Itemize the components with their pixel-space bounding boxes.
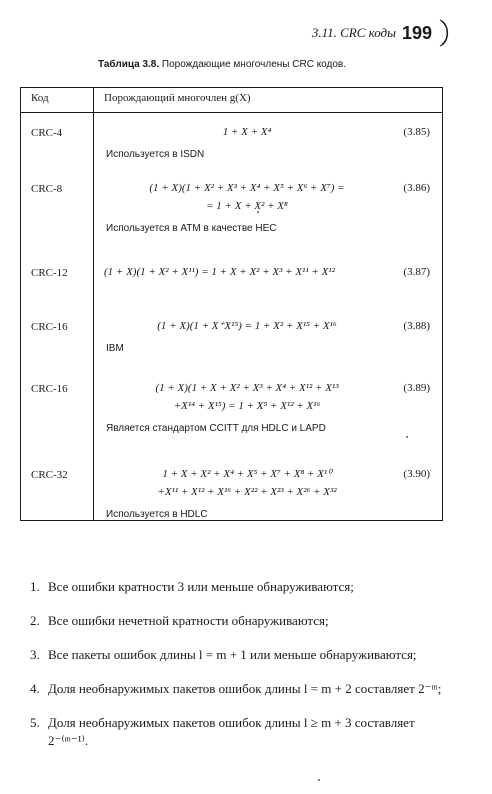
- formula-line: 1 + X + X⁴: [222, 126, 272, 138]
- list-item-number: 5.: [30, 715, 40, 730]
- crc-polynomials-table: [20, 87, 443, 521]
- polynomial-cell: [94, 169, 443, 253]
- code-cell: CRC-16: [21, 307, 94, 369]
- polynomial-cell: [94, 307, 443, 369]
- table-row: [21, 113, 443, 169]
- usage-note: Используется в HDLC: [106, 508, 208, 520]
- list-item-number: 4.: [30, 681, 40, 696]
- formula-line: +X¹¹ + X¹² + X¹⁶ + X²² + X²³ + X²⁶ + X³²: [157, 485, 337, 498]
- formula-line: = 1 + X + X² + X⁸: [206, 199, 288, 212]
- list-item-text: Доля необнаружимых пакетов ошибок длины l = m + 2 составляет 2⁻ᵐ;: [48, 681, 442, 696]
- scan-speck: [257, 211, 259, 213]
- usage-note: Является стандартом CCITT для HDLC и LAPD: [106, 422, 326, 434]
- list-item-text: Доля необнаружимых пакетов ошибок длины l ≥ m + 3 составляет 2⁻⁽ᵐ⁻¹⁾.: [48, 715, 415, 748]
- formula-line: (1 + X)(1 + X + X² + X³ + X⁴ + X¹² + X¹³: [155, 381, 339, 394]
- polynomial-formula: [104, 179, 436, 215]
- usage-note: Используется в ISDN: [106, 149, 205, 160]
- polynomial-formula: [104, 123, 436, 141]
- table-header-row: [21, 88, 443, 113]
- code-cell: CRC-16: [21, 369, 94, 455]
- polynomial-cell: [94, 113, 443, 169]
- list-item: [30, 612, 450, 630]
- table-caption: [98, 59, 346, 70]
- polynomial-formula: [104, 465, 436, 501]
- list-item: [30, 646, 450, 664]
- list-item-text: Все ошибки кратности 3 или меньше обнаруживаются;: [48, 579, 354, 594]
- code-cell: CRC-8: [21, 169, 94, 253]
- table-caption-text: Порождающие многочлены CRC кодов.: [161, 59, 347, 70]
- table-row: [21, 369, 443, 455]
- table-row: [21, 455, 443, 521]
- list-item-number: 2.: [30, 613, 40, 628]
- table-row: [21, 169, 443, 253]
- equation-number: (3.87): [403, 265, 430, 278]
- table-caption-label: Таблица 3.8.: [98, 59, 160, 70]
- polynomial-formula: [104, 317, 436, 335]
- running-head: [312, 18, 452, 48]
- list-item-number: 1.: [30, 579, 40, 594]
- section-title: 3.11. CRC коды: [311, 25, 396, 40]
- scan-speck: [406, 436, 408, 438]
- list-item-text: Все пакеты ошибок длины l = m + 1 или меньше обнаруживаются;: [48, 647, 417, 662]
- properties-list: [30, 578, 450, 766]
- code-cell: CRC-12: [21, 253, 94, 307]
- list-item: [30, 714, 450, 750]
- code-cell: CRC-32: [21, 455, 94, 521]
- polynomial-cell: [94, 253, 443, 307]
- equation-number: (3.89): [403, 381, 430, 394]
- column-header-polynomial: Порождающий многочлен g(X): [94, 88, 443, 113]
- page-number: 199: [401, 22, 432, 43]
- scan-speck: [318, 779, 320, 781]
- formula-line: +X¹⁴ + X¹⁵) = 1 + X⁵ + X¹² + X¹⁶: [173, 399, 321, 412]
- formula-line: 1 + X + X² + X⁴ + X⁵ + X⁷ + X⁸ + X¹⁰: [162, 467, 332, 480]
- usage-note: IBM: [106, 342, 124, 354]
- polynomial-cell: [94, 455, 443, 521]
- code-cell: CRC-4: [21, 113, 94, 169]
- page-ornament-icon: [438, 18, 452, 48]
- list-item-text: Все ошибки нечетной кратности обнаруживаются;: [48, 613, 329, 628]
- equation-number: (3.88): [403, 319, 430, 332]
- usage-note: Используется в ATM в качестве HEC: [106, 222, 277, 234]
- list-item: [30, 578, 450, 596]
- formula-line: (1 + X)(1 + X⁺X¹⁵) = 1 + X² + X¹⁵ + X¹⁶: [157, 319, 337, 332]
- table-row: [21, 253, 443, 307]
- polynomial-cell: [94, 369, 443, 455]
- equation-number: (3.90): [403, 467, 430, 480]
- polynomial-formula: [104, 263, 436, 281]
- formula-line: (1 + X)(1 + X² + X³ + X⁴ + X⁵ + X⁶ + X⁷) =: [149, 181, 345, 194]
- list-item-number: 3.: [30, 647, 40, 662]
- formula-line: (1 + X)(1 + X² + X¹¹) = 1 + X + X² + X³ + X¹¹ + X¹²: [104, 265, 335, 278]
- equation-number: (3.86): [403, 181, 430, 194]
- list-item: [30, 680, 450, 698]
- polynomial-formula: [104, 379, 436, 415]
- table-row: [21, 307, 443, 369]
- column-header-code: Код: [21, 88, 94, 113]
- equation-number: (3.85): [403, 126, 430, 138]
